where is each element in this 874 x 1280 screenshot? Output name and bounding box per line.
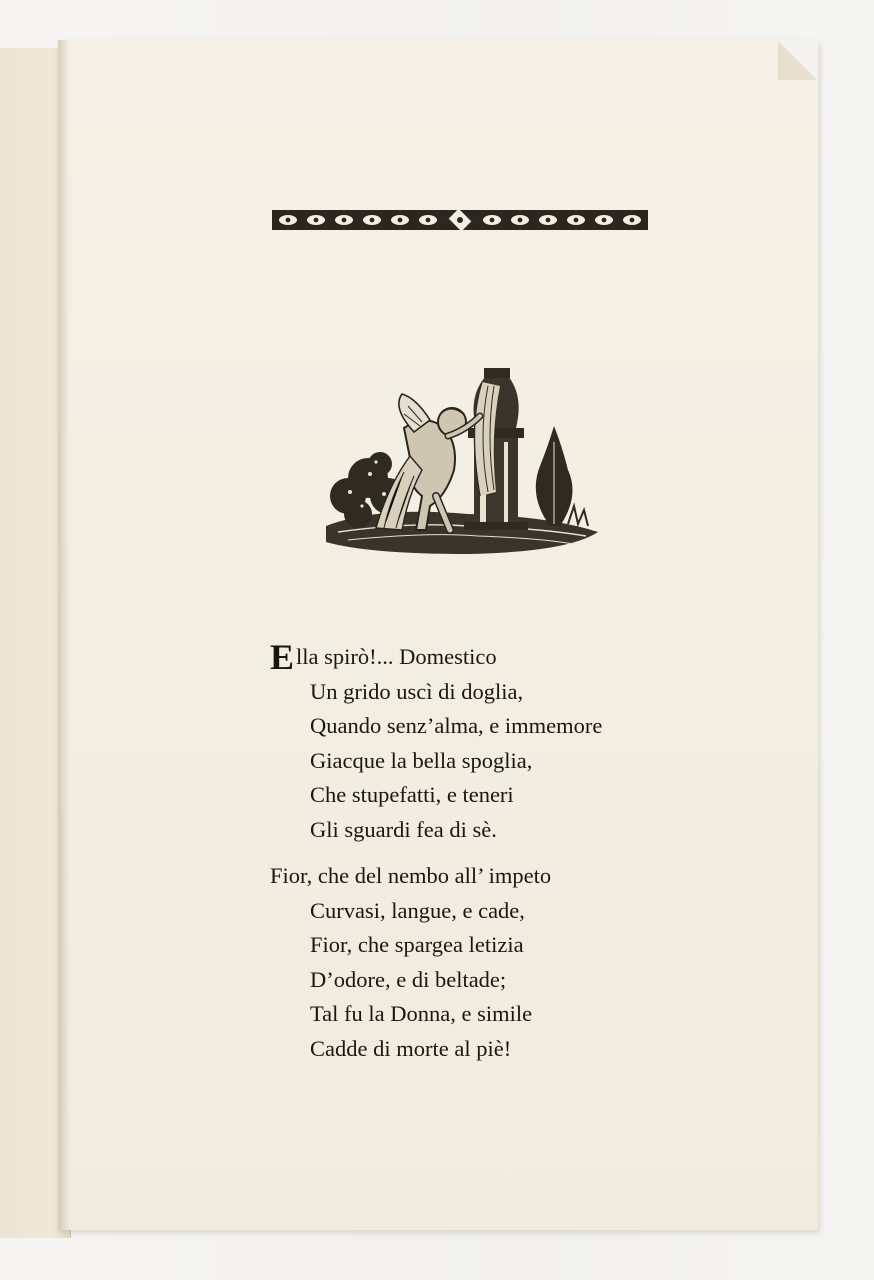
page-corner (778, 40, 818, 80)
mourning-cherub-urn-vignette (318, 346, 608, 562)
stanza-1 (270, 637, 770, 847)
first-line-rest: lla spirò!... Domestico (296, 644, 497, 669)
book-page (58, 40, 818, 1230)
page-gutter-shadow (58, 40, 70, 1230)
poem-line: Che stupefatti, e teneri (310, 782, 514, 807)
poem-line: Gli sguardi fea di sè. (310, 816, 497, 842)
poem-line: Quando senz’alma, e immemore (310, 713, 603, 738)
poem-line: Fior, che del nembo all’ impeto (270, 863, 552, 888)
poem-line: Cadde di morte al piè! (310, 1035, 512, 1061)
poem-line: Fior, che spargea letizia (310, 932, 524, 957)
decorative-border-ornament (272, 208, 648, 232)
poem-line: Un grido uscì di doglia, (310, 678, 524, 704)
poem-line-first (270, 637, 770, 677)
poem-text (270, 637, 770, 1078)
poem-line: Curvasi, langue, e cade, (310, 897, 525, 923)
poem-line: D’odore, e di beltade; (310, 966, 507, 992)
poem-line: Giacque la bella spoglia, (310, 747, 533, 773)
poem-line: Tal fu la Donna, e simile (310, 1001, 533, 1026)
stanza-2 (270, 859, 770, 1066)
drop-cap: E (270, 637, 295, 677)
